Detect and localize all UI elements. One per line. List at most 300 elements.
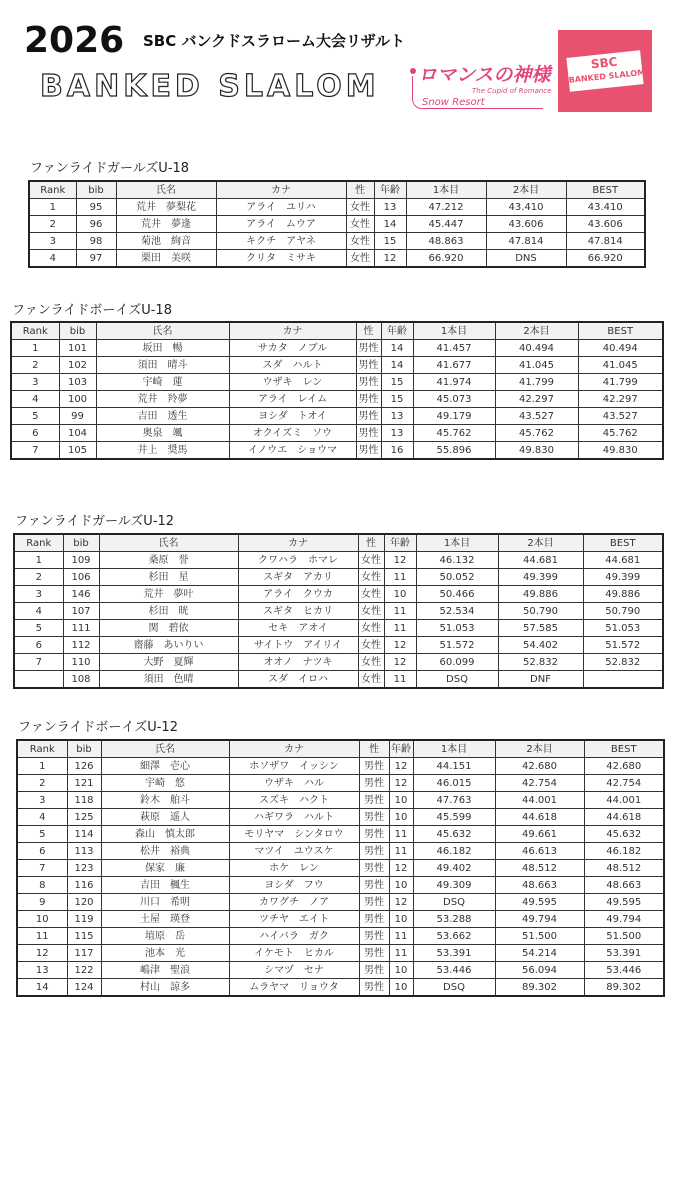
table-cell: 107 (63, 603, 99, 620)
table-cell: 45.762 (495, 425, 578, 442)
table-cell: 43.410 (566, 199, 645, 216)
table-cell: 41.799 (495, 374, 578, 391)
table-cell: 45.599 (413, 809, 495, 826)
table-cell: 51.500 (584, 928, 664, 945)
table-cell: 男性 (359, 843, 389, 860)
table-row (11, 374, 663, 391)
table-cell: 95 (76, 199, 116, 216)
table-cell: 6 (17, 843, 67, 860)
table-row (14, 654, 663, 671)
table-cell: 女性 (358, 620, 384, 637)
table-cell: 5 (17, 826, 67, 843)
table-cell: イケモト ヒカル (229, 945, 359, 962)
table-cell: 121 (67, 775, 101, 792)
table-cell: ヨシダ トオイ (229, 408, 356, 425)
table-cell: 47.763 (413, 792, 495, 809)
table-cell: 44.001 (584, 792, 664, 809)
table-cell: 男性 (359, 911, 389, 928)
table-cell: 13 (17, 962, 67, 979)
table-cell: スズキ ハクト (229, 792, 359, 809)
table-cell: 松井 裕典 (101, 843, 229, 860)
table-cell: ムラヤマ リョウタ (229, 979, 359, 997)
table-cell: 125 (67, 809, 101, 826)
table-cell: 7 (11, 442, 59, 460)
table-cell: 細澤 壱心 (101, 758, 229, 775)
table-cell: 5 (11, 408, 59, 425)
column-header: 性 (359, 740, 389, 758)
logo-en-text: The Cupid of Romance (472, 87, 552, 95)
table-cell: 男性 (359, 877, 389, 894)
table-cell: 7 (17, 860, 67, 877)
table-cell: 10 (389, 877, 413, 894)
table-cell: 杉田 晄 (99, 603, 238, 620)
table-cell: 49.309 (413, 877, 495, 894)
table-cell: 51.053 (416, 620, 498, 637)
table-row (14, 637, 663, 654)
table-cell: 女性 (358, 569, 384, 586)
table-cell: 50.052 (416, 569, 498, 586)
table-cell: 男性 (359, 928, 389, 945)
table-cell: 11 (389, 843, 413, 860)
table-cell: 44.618 (495, 809, 584, 826)
table-cell: マツイ ユウスケ (229, 843, 359, 860)
table-cell: 1 (29, 199, 76, 216)
table-cell: 43.410 (486, 199, 566, 216)
table-row (14, 552, 663, 569)
table-cell: サイトウ アイリイ (238, 637, 358, 654)
table-cell (583, 671, 663, 689)
table-cell: 53.391 (584, 945, 664, 962)
table-cell: 110 (63, 654, 99, 671)
table-cell: モリヤマ シンタロウ (229, 826, 359, 843)
table-cell: ホケ レン (229, 860, 359, 877)
table-cell: スダ ハルト (229, 357, 356, 374)
table-cell: 123 (67, 860, 101, 877)
table-cell: 55.896 (413, 442, 495, 460)
table-cell: 53.662 (413, 928, 495, 945)
table-row (17, 792, 664, 809)
table-cell: 47.212 (406, 199, 486, 216)
table-cell: 11 (389, 928, 413, 945)
table-row (14, 569, 663, 586)
results-table (10, 321, 664, 460)
column-header: 1本目 (413, 322, 495, 340)
table-cell: シマヅ セナ (229, 962, 359, 979)
logo-jp-text: ロマンスの神様 (418, 64, 551, 86)
table-cell: 1 (11, 340, 59, 357)
table-cell: 44.681 (583, 552, 663, 569)
table-cell: 126 (67, 758, 101, 775)
table-cell: 男性 (359, 809, 389, 826)
table-cell: 男性 (356, 357, 381, 374)
table-cell: アライ ムウア (216, 216, 346, 233)
table-cell: 113 (67, 843, 101, 860)
table-cell: 11 (384, 569, 416, 586)
table-cell: 99 (59, 408, 96, 425)
table-cell: 男性 (359, 945, 389, 962)
table-cell: 48.863 (406, 233, 486, 250)
table-row (17, 860, 664, 877)
table-cell: 男性 (356, 408, 381, 425)
column-header: 1本目 (416, 534, 498, 552)
table-cell: 14 (381, 340, 413, 357)
table-cell: 41.045 (578, 357, 663, 374)
table-cell: 奥泉 颯 (96, 425, 229, 442)
table-cell: 宇崎 悠 (101, 775, 229, 792)
table-cell: 44.681 (498, 552, 583, 569)
table-cell: 46.182 (584, 843, 664, 860)
table-cell: 12 (384, 654, 416, 671)
table-cell: 66.920 (406, 250, 486, 268)
table-cell: 4 (11, 391, 59, 408)
column-header: 2本目 (495, 740, 584, 758)
table-cell (14, 671, 63, 689)
table-cell: 60.099 (416, 654, 498, 671)
table-cell: 男性 (359, 979, 389, 997)
table-cell: 2 (14, 569, 63, 586)
table-cell: 51.572 (583, 637, 663, 654)
table-cell: 須田 色晴 (99, 671, 238, 689)
table-cell: 89.302 (584, 979, 664, 997)
table-cell: 11 (17, 928, 67, 945)
column-header: 年齢 (389, 740, 413, 758)
column-header: 性 (358, 534, 384, 552)
table-cell: 宇崎 蓮 (96, 374, 229, 391)
table-cell: 45.632 (584, 826, 664, 843)
table-cell: 53.446 (413, 962, 495, 979)
table-cell: アライ レイム (229, 391, 356, 408)
table-row (14, 603, 663, 620)
table-cell: 41.799 (578, 374, 663, 391)
table-cell: 45.762 (578, 425, 663, 442)
table-cell: スダ イロハ (238, 671, 358, 689)
table-row (17, 979, 664, 997)
table-cell: 49.179 (413, 408, 495, 425)
table-cell: 女性 (346, 233, 374, 250)
table-cell: ハギワラ ハルト (229, 809, 359, 826)
table-cell: 48.663 (584, 877, 664, 894)
page-title: SBC バンクドスラローム大会リザルト (143, 32, 405, 50)
table-cell: 42.297 (578, 391, 663, 408)
table-cell: 51.572 (416, 637, 498, 654)
column-header: 性 (356, 322, 381, 340)
table-cell: 男性 (359, 758, 389, 775)
table-cell: 45.447 (406, 216, 486, 233)
table-cell: スギタ ヒカリ (238, 603, 358, 620)
column-header: 2本目 (495, 322, 578, 340)
table-cell: 53.288 (413, 911, 495, 928)
logo-dot-icon (410, 68, 416, 74)
column-header: 性 (346, 181, 374, 199)
column-header: BEST (566, 181, 645, 199)
table-cell: 106 (63, 569, 99, 586)
column-header: 年齢 (381, 322, 413, 340)
column-header: 氏名 (96, 322, 229, 340)
table-cell: 50.790 (583, 603, 663, 620)
table-cell: 109 (63, 552, 99, 569)
table-cell: 16 (381, 442, 413, 460)
table-cell: 52.832 (498, 654, 583, 671)
column-header: 氏名 (99, 534, 238, 552)
table-cell: クワハラ ホマレ (238, 552, 358, 569)
table-cell: 97 (76, 250, 116, 268)
table-cell: 42.754 (495, 775, 584, 792)
table-row (17, 911, 664, 928)
table-cell: 男性 (359, 792, 389, 809)
table-cell: 4 (17, 809, 67, 826)
table-cell: 齋藤 あいりい (99, 637, 238, 654)
logo-line1: SBC (590, 54, 619, 72)
table-cell: 44.151 (413, 758, 495, 775)
table-cell: 川口 希明 (101, 894, 229, 911)
table-cell: 124 (67, 979, 101, 997)
table-cell: 14 (381, 357, 413, 374)
table-cell: 48.663 (495, 877, 584, 894)
table-cell: 46.132 (416, 552, 498, 569)
table-cell: 2 (17, 775, 67, 792)
table-row (17, 928, 664, 945)
table-cell: 41.457 (413, 340, 495, 357)
table-row (17, 894, 664, 911)
table-cell: 116 (67, 877, 101, 894)
table-row (11, 442, 663, 460)
table-row (29, 199, 645, 216)
table-cell: 土屋 瑛登 (101, 911, 229, 928)
table-cell: 吉田 楓生 (101, 877, 229, 894)
table-cell: 10 (389, 979, 413, 997)
table-cell: 大野 夏輝 (99, 654, 238, 671)
table-cell: 117 (67, 945, 101, 962)
table-cell: ウザキ ハル (229, 775, 359, 792)
results-table (16, 739, 665, 997)
table-cell: 56.094 (495, 962, 584, 979)
table-cell: 8 (17, 877, 67, 894)
table-cell: 49.661 (495, 826, 584, 843)
table-cell: 10 (389, 962, 413, 979)
table-cell: 男性 (356, 340, 381, 357)
table-row (14, 671, 663, 689)
romance-resort-logo (410, 64, 555, 110)
section-title: ファンライドボーイズU-12 (18, 720, 178, 735)
table-cell: 12 (384, 552, 416, 569)
table-cell: 女性 (358, 671, 384, 689)
logo-line2: BANKED SLALOM (568, 67, 646, 85)
table-cell: DNS (486, 250, 566, 268)
table-cell: 9 (17, 894, 67, 911)
table-cell: カワグチ ノア (229, 894, 359, 911)
table-cell: 50.790 (498, 603, 583, 620)
table-cell: 146 (63, 586, 99, 603)
table-cell: 4 (14, 603, 63, 620)
table-cell: 42.680 (584, 758, 664, 775)
table-cell: 男性 (359, 962, 389, 979)
table-row (17, 945, 664, 962)
table-cell: 45.073 (413, 391, 495, 408)
table-cell: 森山 慎太郎 (101, 826, 229, 843)
table-cell: クリタ ミサキ (216, 250, 346, 268)
table-cell: 49.886 (498, 586, 583, 603)
table-cell: 荒井 羚夢 (96, 391, 229, 408)
table-cell: 女性 (346, 250, 374, 268)
table-cell: 埴原 岳 (101, 928, 229, 945)
column-header: 2本目 (486, 181, 566, 199)
table-cell: オクイズミ ソウ (229, 425, 356, 442)
column-header: 氏名 (116, 181, 216, 199)
table-cell: 103 (59, 374, 96, 391)
table-cell: 46.182 (413, 843, 495, 860)
table-row (11, 357, 663, 374)
sbc-banked-slalom-logo (558, 30, 652, 112)
table-row (11, 425, 663, 442)
table-cell: ホソザワ イッシン (229, 758, 359, 775)
table-cell: 15 (374, 233, 406, 250)
table-cell: 53.391 (413, 945, 495, 962)
logo-sub-text: Snow Resort (422, 97, 485, 108)
table-cell: スギタ アカリ (238, 569, 358, 586)
table-cell: 44.001 (495, 792, 584, 809)
table-cell: 女性 (358, 586, 384, 603)
table-cell: DSQ (413, 894, 495, 911)
table-cell: 女性 (358, 603, 384, 620)
table-cell: 108 (63, 671, 99, 689)
table-cell: ツチヤ エイト (229, 911, 359, 928)
table-cell: 114 (67, 826, 101, 843)
table-cell: 栗田 美咲 (116, 250, 216, 268)
table-cell: 須田 晴斗 (96, 357, 229, 374)
table-cell: 男性 (356, 442, 381, 460)
table-cell: 12 (389, 758, 413, 775)
table-cell: 44.618 (584, 809, 664, 826)
table-row (29, 216, 645, 233)
table-cell: オオノ ナツキ (238, 654, 358, 671)
table-cell: サカタ ノブル (229, 340, 356, 357)
table-cell: 関 碧依 (99, 620, 238, 637)
column-header: 年齢 (384, 534, 416, 552)
table-cell: 3 (11, 374, 59, 391)
column-header: 2本目 (498, 534, 583, 552)
column-header: 年齢 (374, 181, 406, 199)
column-header: bib (63, 534, 99, 552)
table-cell: 105 (59, 442, 96, 460)
table-cell: 3 (29, 233, 76, 250)
column-header: bib (67, 740, 101, 758)
column-header: 1本目 (406, 181, 486, 199)
table-cell: イノウエ ショウマ (229, 442, 356, 460)
column-header: Rank (14, 534, 63, 552)
table-cell: 40.494 (495, 340, 578, 357)
table-cell: 102 (59, 357, 96, 374)
table-cell: 5 (14, 620, 63, 637)
table-row (17, 775, 664, 792)
table-cell: 54.402 (498, 637, 583, 654)
table-cell: 46.613 (495, 843, 584, 860)
column-header: カナ (229, 322, 356, 340)
table-cell: 50.466 (416, 586, 498, 603)
table-cell: ヨシダ フウ (229, 877, 359, 894)
table-cell: 女性 (358, 637, 384, 654)
table-cell: 119 (67, 911, 101, 928)
table-cell: 100 (59, 391, 96, 408)
table-cell: 桑原 誉 (99, 552, 238, 569)
table-cell: 49.794 (495, 911, 584, 928)
table-cell: 57.585 (498, 620, 583, 637)
table-cell: 15 (381, 391, 413, 408)
table-cell: 53.446 (584, 962, 664, 979)
table-cell: 14 (17, 979, 67, 997)
table-cell: 43.527 (495, 408, 578, 425)
column-header: カナ (216, 181, 346, 199)
table-cell: 96 (76, 216, 116, 233)
table-row (17, 962, 664, 979)
table-cell: 10 (384, 586, 416, 603)
table-cell: 2 (29, 216, 76, 233)
table-cell: 43.606 (566, 216, 645, 233)
table-cell: 43.527 (578, 408, 663, 425)
table-cell: 保家 廉 (101, 860, 229, 877)
table-cell: 杉田 星 (99, 569, 238, 586)
table-row (29, 233, 645, 250)
table-cell: 12 (389, 894, 413, 911)
table-cell: 122 (67, 962, 101, 979)
table-cell: 42.297 (495, 391, 578, 408)
section-title: ファンライドガールズU-12 (15, 514, 175, 529)
column-header: bib (59, 322, 96, 340)
table-cell: 女性 (358, 552, 384, 569)
table-cell: 13 (381, 408, 413, 425)
table-cell: DSQ (416, 671, 498, 689)
table-cell: 49.886 (583, 586, 663, 603)
table-cell: 46.015 (413, 775, 495, 792)
table-cell: 吉田 透生 (96, 408, 229, 425)
column-header: Rank (17, 740, 67, 758)
table-cell: DNF (498, 671, 583, 689)
table-cell: 52.832 (583, 654, 663, 671)
table-cell: 111 (63, 620, 99, 637)
column-header: 1本目 (413, 740, 495, 758)
table-cell: 4 (29, 250, 76, 268)
table-cell: 女性 (358, 654, 384, 671)
table-cell: 41.677 (413, 357, 495, 374)
table-cell: 15 (381, 374, 413, 391)
table-cell: セキ アオイ (238, 620, 358, 637)
table-cell: キクチ アヤネ (216, 233, 346, 250)
column-header: 氏名 (101, 740, 229, 758)
table-cell: 42.680 (495, 758, 584, 775)
table-cell: 男性 (359, 826, 389, 843)
table-cell: 村山 諒多 (101, 979, 229, 997)
table-cell: 1 (14, 552, 63, 569)
banked-slalom-wordmark: BANKED SLALOM (40, 69, 380, 104)
table-cell: 49.595 (584, 894, 664, 911)
table-cell: 嶋津 聖浪 (101, 962, 229, 979)
table-cell: 7 (14, 654, 63, 671)
table-cell: 47.814 (566, 233, 645, 250)
table-cell: 51.500 (495, 928, 584, 945)
table-cell: 11 (384, 603, 416, 620)
table-cell: 49.830 (578, 442, 663, 460)
table-row (17, 758, 664, 775)
table-row (29, 250, 645, 268)
table-cell: 49.399 (583, 569, 663, 586)
table-cell: 52.534 (416, 603, 498, 620)
table-cell: 49.402 (413, 860, 495, 877)
table-cell: 66.920 (566, 250, 645, 268)
table-cell: 萩原 遥人 (101, 809, 229, 826)
table-cell: 115 (67, 928, 101, 945)
table-cell: 菊池 絢音 (116, 233, 216, 250)
table-cell: 45.632 (413, 826, 495, 843)
table-row (17, 826, 664, 843)
